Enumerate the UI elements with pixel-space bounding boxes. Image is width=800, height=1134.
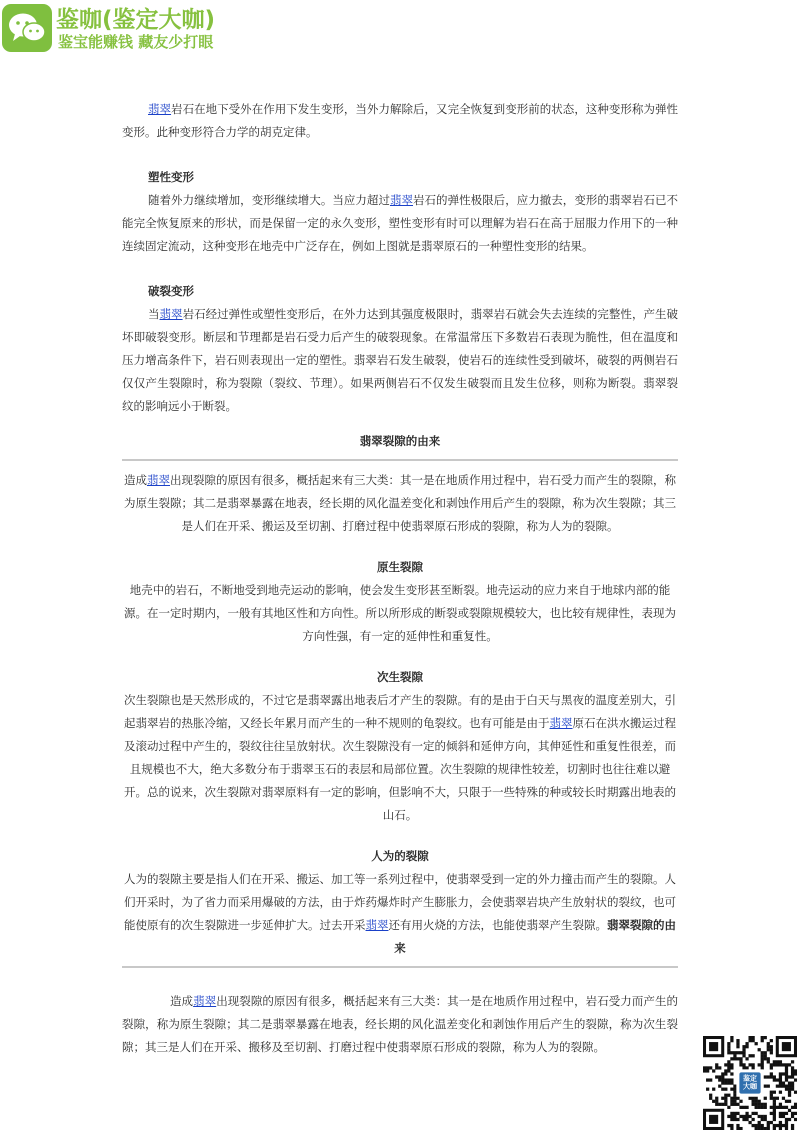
- paragraph-plastic: 随着外力继续增加，变形继续增大。当应力超过翡翠岩石的弹性极限后，应力撤去，变形的翡翠岩石已不能完全恢复原来的形状，而是保留一定的永久变形，塑性变形有时可以理解为岩石在高于屈服力作用下的一种连续固定流动，这种变形在地壳中广泛存在，例如上图就是翡翠原石的一种塑性变形的结果。: [122, 193, 679, 253]
- heading-fracture: 破裂变形: [148, 284, 194, 298]
- paragraph-origin-repeat: 造成翡翠出现裂隙的原因有很多，概括起来有三大类：其一是在地质作用过程中，岩石受力而产生的裂隙，称为原生裂隙；其二是翡翠暴露在地表，经长期的风化温差变化和剥蚀作用后产生的裂隙，称为次生裂隙；其三是人们在开采、搬移及至切割、打磨过程中使翡翠原石形成的裂隙，称为人为的裂隙。: [122, 994, 678, 1054]
- svg-text:鉴定: 鉴定: [743, 1074, 757, 1083]
- inline-heading-origin: 翡翠裂隙的由来: [394, 918, 676, 955]
- paragraph-fracture: 当翡翠岩石经过弹性或塑性变形后，在外力达到其强度极限时，翡翠岩石就会失去连续的完整性，产生破坏即破裂变形。断层和节理都是岩石受力后产生的破裂现象。在常温常压下多数岩石表现为脆性，但在温度和压力增高条件下，岩石则表现出一定的塑性。翡翠岩石发生破裂，使岩石的连续性受到破坏，破裂的两侧岩石仅仅产生裂隙时，称为裂隙（裂纹、节理）。如果两侧岩石不仅发生破裂而且发生位移，则称为断裂。翡翠裂纹的影响远小于断裂。: [122, 307, 679, 413]
- paragraph-human: 人为的裂隙主要是指人们在开采、搬运、加工等一系列过程中，使翡翠受到一定的外力撞击而产生的裂隙。人们开采时，为了省力而采用爆破的方法，由于炸药爆炸时产生膨胀力，会使翡翠岩块产生放射状的裂纹，也可能使原有的次生裂隙进一步延伸扩大。过去开采翡翠还有用火烧的方法，也能使翡翠产生裂隙。翡翠裂隙的由来: [124, 872, 676, 955]
- wechat-icon: [2, 4, 52, 52]
- paragraph-primary: 地壳中的岩石，不断地受到地壳运动的影响，使会发生变形甚至断裂。地壳运动的应力来自于地球内部的能源。在一定时期内，一般有其地区性和方向性。所以所形成的断裂或裂隙规模较大，也比较有规律性，表现为方向性强，有一定的延伸性和重复性。: [124, 583, 676, 643]
- heading-primary: 原生裂隙: [377, 560, 423, 574]
- paragraph-elastic: 翡翠岩石在地下受外在作用下发生变形，当外力解除后，又完全恢复到变形前的状态，这种变形称为弹性变形。此种变形符合力学的胡克定律。: [122, 102, 678, 139]
- site-logo: [0, 0, 250, 56]
- heading-plastic: 塑性变形: [148, 170, 194, 184]
- heading-human: 人为的裂隙: [371, 849, 429, 863]
- svg-text:大咖: 大咖: [743, 1082, 757, 1091]
- keyword-link[interactable]: 翡翠: [148, 102, 172, 116]
- keyword-link[interactable]: 翡翠: [549, 716, 573, 730]
- keyword-link[interactable]: 翡翠: [365, 918, 389, 932]
- paragraph-secondary: 次生裂隙也是天然形成的，不过它是翡翠露出地表后才产生的裂隙。有的是由于白天与黑夜的温度差别大，引起翡翠岩的热胀冷缩，又经长年累月而产生的一种不规则的龟裂纹。也有可能是由于翡翠原石在洪水搬运过程及滚动过程中产生的，裂纹往往呈放射状。次生裂隙没有一定的倾斜和延伸方向，其伸延性和重复性很差，而且规模也不大，绝大多数分布于翡翠玉石的表层和局部位置。次生裂隙的规律性较差，切割时也往往难以避开。总的说来，次生裂隙对翡翠原料有一定的影响，但影响不大，只限于一些特殊的种或较长时期露出地表的山石。: [124, 693, 676, 822]
- article-body: [122, 98, 678, 1059]
- qr-code-icon: [703, 1036, 797, 1130]
- logo-title: 鉴咖(鉴定大咖): [56, 7, 216, 33]
- keyword-link[interactable]: 翡翠: [159, 307, 183, 321]
- keyword-link[interactable]: 翡翠: [193, 994, 217, 1008]
- keyword-link[interactable]: 翡翠: [389, 193, 414, 207]
- paragraph-origin: 造成翡翠出现裂隙的原因有很多，概括起来有三大类：其一是在地质作用过程中，岩石受力而产生的裂隙，称为原生裂隙；其二是翡翠暴露在地表，经长期的风化温差变化和剥蚀作用后产生的裂隙，称为次生裂隙；其三是人们在开采、搬运及至切割、打磨过程中使翡翠原石形成的裂隙，称为人为的裂隙。: [124, 473, 676, 533]
- keyword-link[interactable]: 翡翠: [147, 473, 170, 487]
- heading-secondary: 次生裂隙: [377, 670, 423, 684]
- heading-origin: 翡翠裂隙的由来: [359, 434, 441, 448]
- logo-slogan: 鉴宝能赚钱 藏友少打眼: [58, 33, 214, 51]
